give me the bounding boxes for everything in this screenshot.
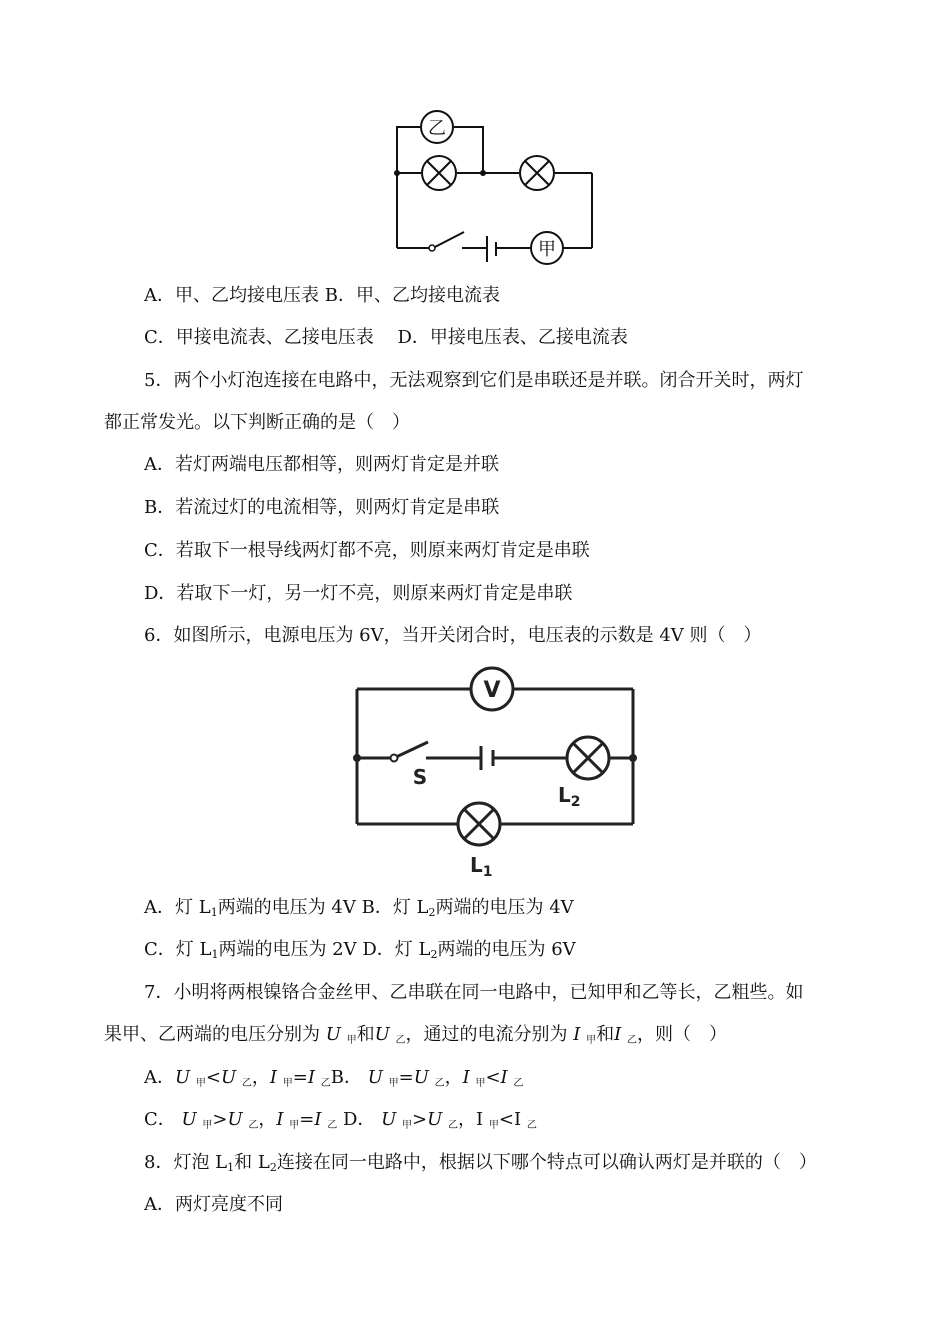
q5-option-b: B．若流过灯的电流相等，则两灯肯定是串联 [144, 497, 500, 518]
lamp-l1-sub: 1 [482, 864, 493, 880]
circuit-figure-2 [0, 660, 950, 890]
q4-options-ab: A．甲、乙均接电压表 B．甲、乙均接电流表 [144, 285, 500, 306]
q7-options-cd: C． U 甲>U 乙，I 甲=I 乙 D． U 甲>U 乙，I 甲<I 乙 [144, 1109, 537, 1131]
q6-options-ab: A．灯 $L_1$两端的电压为 4V B．灯 $L_2$两端的电压为 4V [144, 897, 574, 919]
q5-stem-line1: 5．两个小灯泡连接在电路中，无法观察到它们是串联还是并联。闭合开关时，两灯 [144, 370, 804, 391]
q8-option-a: A．两灯亮度不同 [144, 1194, 283, 1215]
switch-label: S [412, 765, 428, 789]
q5-stem-line2: 都正常发光。以下判断正确的是（ ） [104, 412, 410, 433]
svg-text:L2 [558, 783, 581, 810]
lamp-l1-label: L [470, 853, 483, 877]
svg-text:L1 [470, 853, 493, 880]
meter-yi-label: 乙 [428, 118, 446, 139]
q7-options-ab: A．U 甲<U 乙，I 甲=I 乙B． U 甲=U 乙，I 甲<I 乙 [144, 1067, 524, 1089]
q7-stem-line1: 7．小明将两根镍铬合金丝甲、乙串联在同一电路中，已知甲和乙等长，乙粗些。如 [144, 982, 804, 1003]
voltmeter-label: V [483, 678, 501, 703]
q4-options-cd: C．甲接电流表、乙接电压表 D．甲接电压表、乙接电流表 [144, 327, 628, 348]
lamp-l2-label: L [558, 783, 571, 807]
lamp-l2-sub: 2 [570, 794, 581, 810]
q5-option-a: A．若灯两端电压都相等，则两灯肯定是并联 [144, 454, 499, 475]
q6-stem: 6．如图所示，电源电压为 6V，当开关闭合时，电压表的示数是 4V 则（ ） [144, 625, 762, 646]
q5-option-c: C．若取下一根导线两灯都不亮，则原来两灯肯定是串联 [144, 540, 590, 561]
q6-options-cd: C．灯 $L_1$两端的电压为 2V D．灯 $L_2$两端的电压为 6V [144, 939, 576, 961]
meter-jia-label: 甲 [538, 239, 556, 260]
q7-stem-line2: 果甲、乙两端的电压分别为 U 甲和U 乙，通过的电流分别为 I 甲和I 乙，则（ ） [104, 1024, 727, 1046]
circuit-figure-1 [0, 0, 950, 280]
q8-stem: 8．灯泡 $L_1$和 $L_2$连接在同一电路中，根据以下哪个特点可以确认两灯是并联的（ ） [144, 1152, 817, 1174]
q5-option-d: D．若取下一灯，另一灯不亮，则原来两灯肯定是串联 [144, 583, 573, 604]
